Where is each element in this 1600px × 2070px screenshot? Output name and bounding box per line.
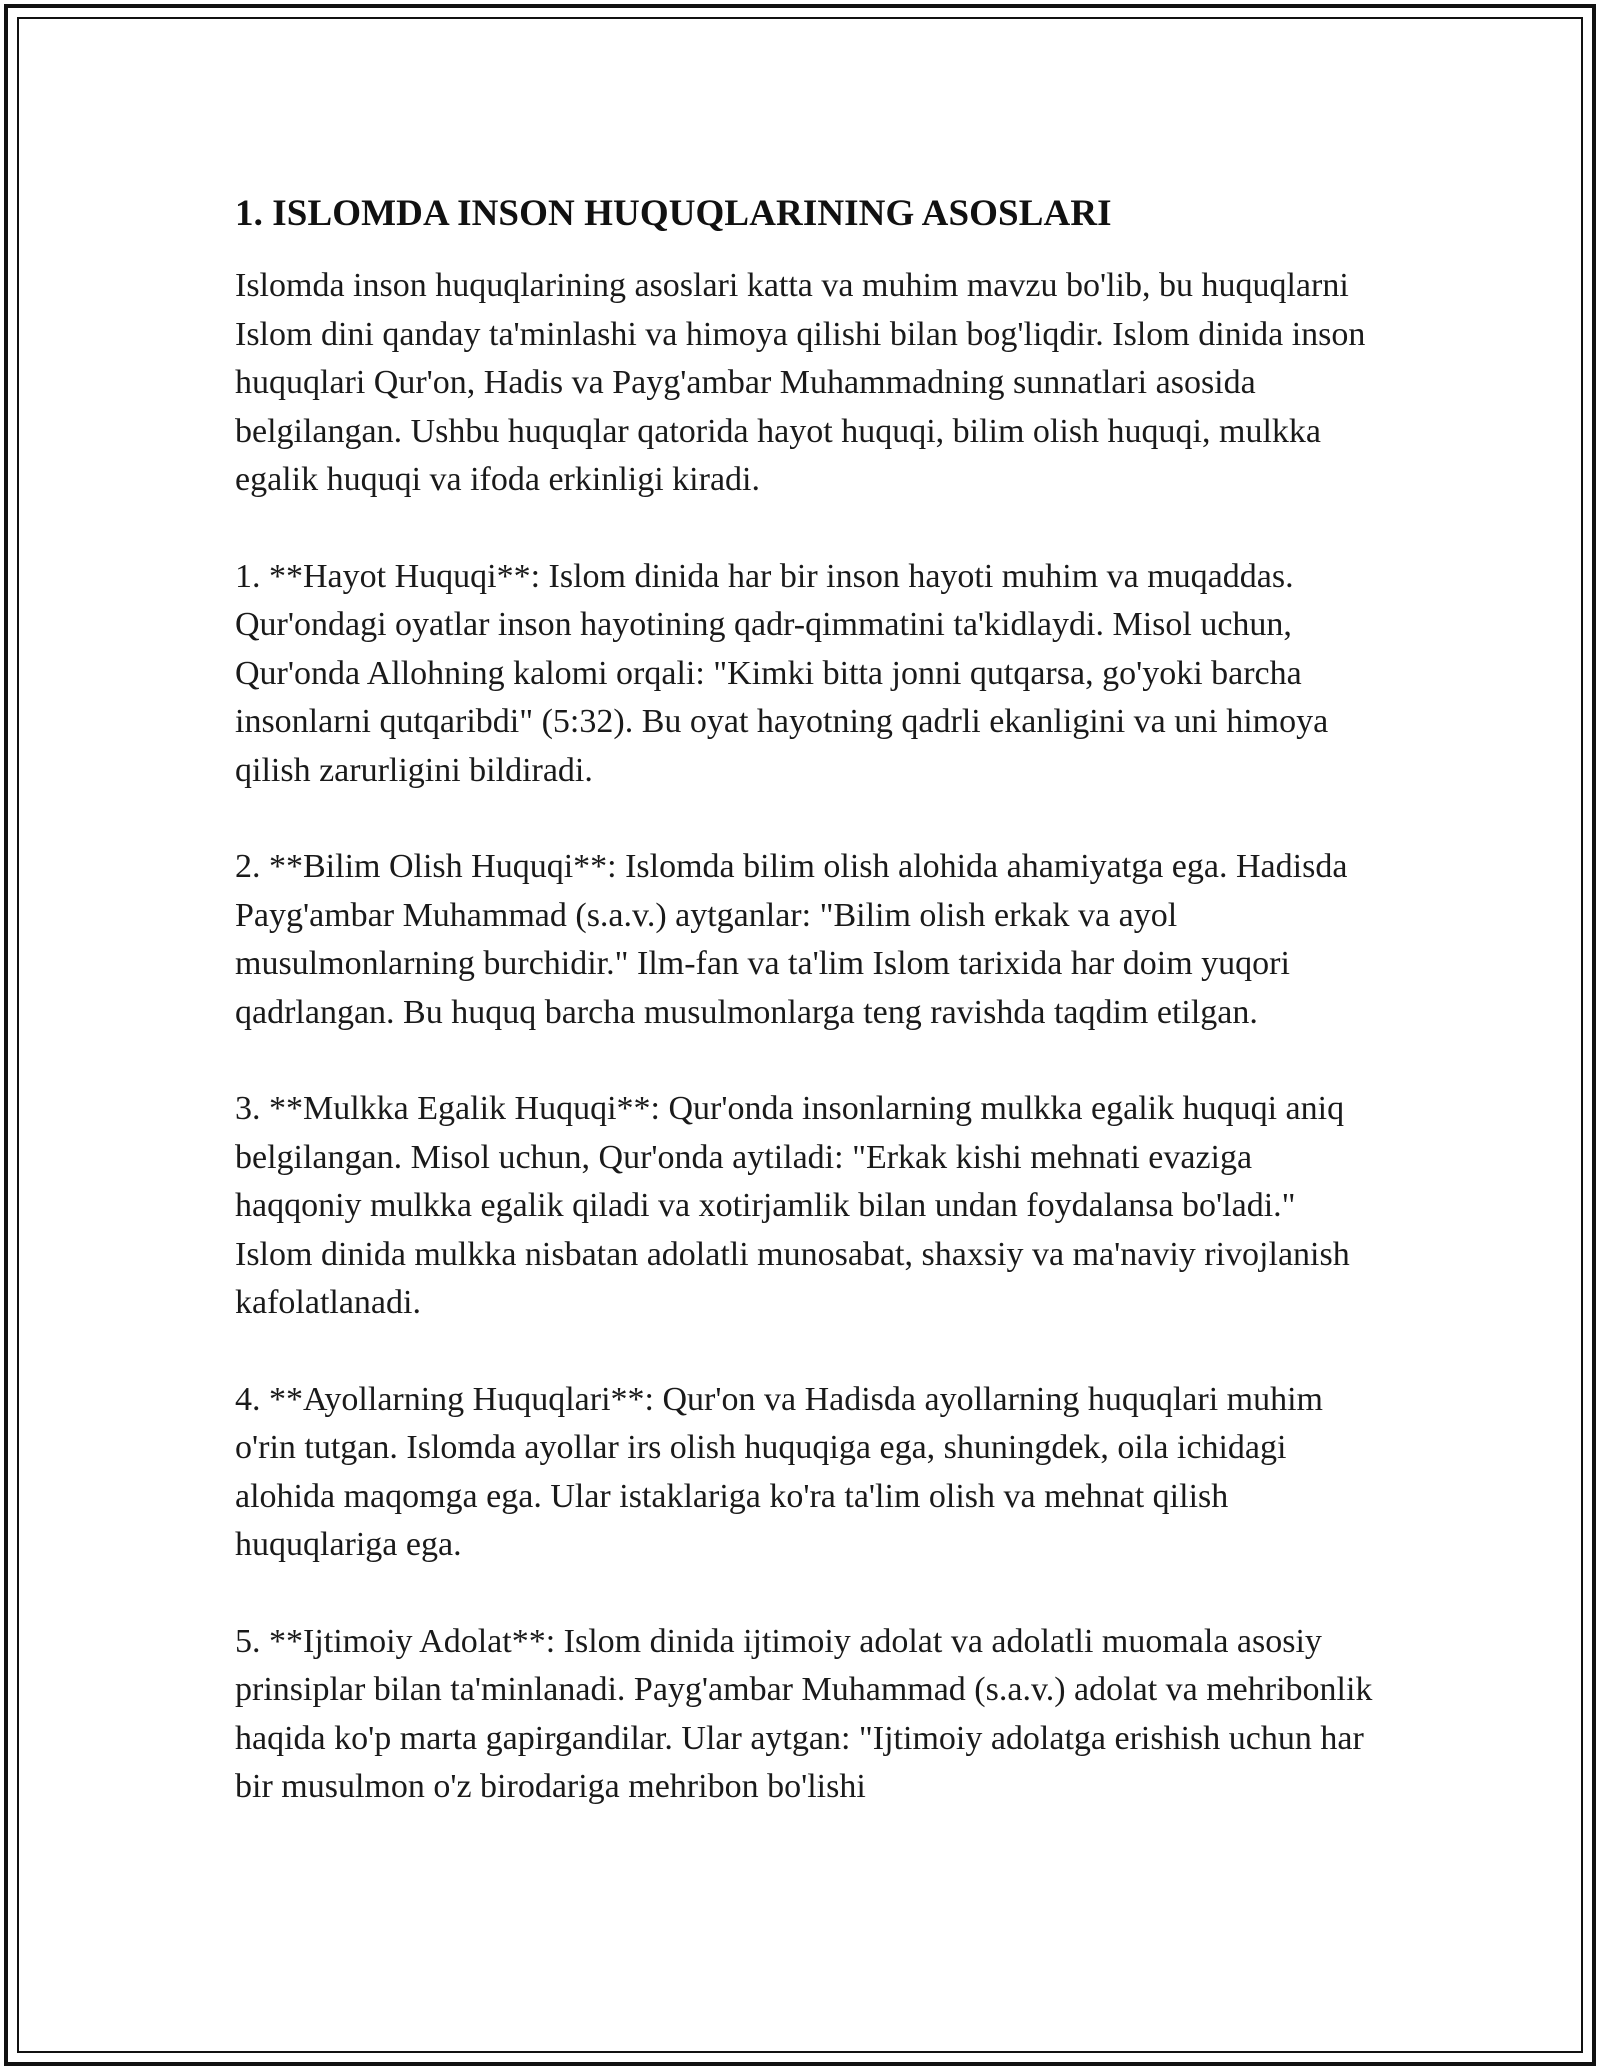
paragraph-mulkka-egalik-huquqi: 3. **Mulkka Egalik Huquqi**: Qur'onda insonlarning mulkka egalik huquqi aniq belgilangan. Misol uchun, Qur'onda aytiladi: "Erkak kishi mehnati evaziga haqqoniy mulkka egalik qiladi va xotirjamlik bilan undan foydalansa bo'ladi." Islom dinida mulkka nisbatan adolatli munosabat, shaxsiy va ma'naviy rivojlanish kafolatlanadi. — [235, 1090, 1350, 1321]
intro-paragraph: Islomda inson huquqlarining asoslari katta va muhim mavzu bo'lib, bu huquqlarni Islom dini qanday ta'minlashi va himoya qilishi bilan bog'liqdir. Islom dinida inson huquqlari Qur'on, Hadis va Payg'ambar Muhammadning sunnatlari asosida belgilangan. Ushbu huquqlar qatorida hayot huquqi, bilim olish huquqi, mulkka egalik huquqi va ifoda erkinligi kiradi. — [235, 267, 1366, 498]
paragraph-ijtimoiy-adolat: 5. **Ijtimoiy Adolat**: Islom dinida ijtimoiy adolat va adolatli muomala asosiy prinsiplar bilan ta'minlanadi. Payg'ambar Muhammad (s.a.v.) adolat va mehribonlik haqida ko'p marta gapirgandilar. Ular aytgan: "Ijtimoiy adolatga erishish uchun har bir musulmon o'z birodariga mehribon bo'lishi — [235, 1622, 1373, 1805]
document-title: 1. ISLOMDA INSON HUQUQLARINING ASOSLARI — [235, 193, 1112, 234]
document-body — [235, 188, 1375, 1812]
paragraph-ayollarning-huquqlari: 4. **Ayollarning Huquqlari**: Qur'on va Hadisda ayollarning huquqlari muhim o'rin tutgan. Islomda ayollar irs olish huquqiga ega, shuningdek, oila ichidagi alohida maqomga ega. Ular istaklariga ko'ra ta'lim olish va mehnat qilish huquqlariga ega. — [235, 1380, 1323, 1563]
paragraph-bilim-olish-huquqi: 2. **Bilim Olish Huquqi**: Islomda bilim olish alohida ahamiyatga ega. Hadisda Payg'ambar Muhammad (s.a.v.) aytganlar: "Bilim olish erkak va ayol musulmonlarning burchidir." Ilm-fan va ta'lim Islom tarixida har doim yuqori qadrlangan. Bu huquq barcha musulmonlarga teng ravishda taqdim etilgan. — [235, 848, 1348, 1031]
paragraph-hayot-huquqi: 1. **Hayot Huquqi**: Islom dinida har bir inson hayoti muhim va muqaddas. Qur'ondagi oyatlar inson hayotining qadr-qimmatini ta'kidlaydi. Misol uchun, Qur'onda Allohning kalomi orqali: "Kimki bitta jonni qutqarsa, go'yoki barcha insonlarni qutqaribdi" (5:32). Bu oyat hayotning qadrli ekanligini va uni himoya qilish zarurligini bildiradi. — [235, 557, 1329, 789]
